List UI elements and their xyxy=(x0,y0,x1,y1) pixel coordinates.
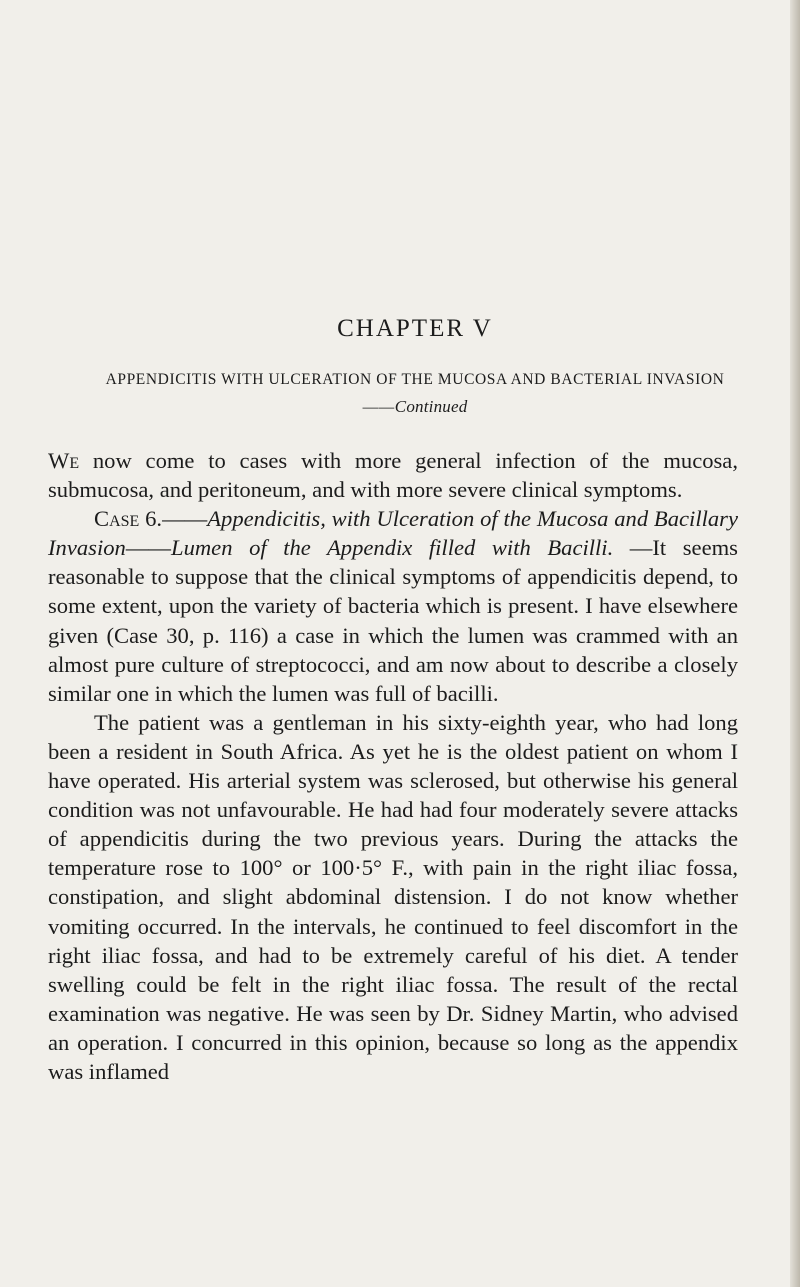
case-dash-1: —— xyxy=(162,506,208,532)
paragraph-intro xyxy=(48,446,738,504)
paragraph-case6 xyxy=(48,504,738,708)
chapter-title: CHAPTER V xyxy=(337,315,493,342)
case-heading: Appendicitis, with Ulceration of the Mucosa and Bacillary Invasion xyxy=(48,506,739,561)
case6-text: —It seems reasonable to suppose that the clinical symptoms of appendicitis depend, to some extent, upon the variety of bacteria which is present. I have elsewhere given (Case 30, p. 116) a case in which the lumen was crammed with an almost pure culture of streptococci, and am now about to describe a closely similar one in which the lumen was full of bacilli. xyxy=(48,535,738,706)
intro-text: now come to cases with more general infection of the mucosa, submucosa, and peritoneum, and with more severe clinical symptoms. xyxy=(48,448,738,503)
page-edge xyxy=(790,0,800,1287)
case-heading-2: Lumen of the Appendix filled with Bacilli. xyxy=(171,535,614,561)
case-label: Case 6. xyxy=(94,506,163,532)
paragraph-patient: The patient was a gentleman in his sixty-eighth year, who had long been a resident in South Africa. As yet he is the oldest patient on whom I have operated. His arterial system was sclerosed, but otherwise his general condition was not unfavourable. He had had four moderately severe attacks of appendicitis during the two previous years. During the attacks the temperature rose to 100° or 100·5° F., with pain in the right iliac fossa, constipation, and slight abdominal distension. I do not know whether vomiting occurred. In the intervals, he continued to feel discomfort in the right iliac fossa, and had to be extremely careful of his diet. A tender swelling could be felt in the right iliac fossa. The result of the rectal examination was negative. He was seen by Dr. Sidney Martin, who advised an operation. I concurred in this opinion, because so long as the appendix was inflamed xyxy=(48,709,738,1084)
chapter-subtitle xyxy=(105,366,725,421)
case-dash-2: —— xyxy=(125,535,171,561)
subtitle-main: APPENDICITIS WITH ULCERATION OF THE MUCOSA AND BACTERIAL INVASION xyxy=(105,371,725,388)
subtitle-continued: Continued xyxy=(394,397,468,416)
intro-lead-word: We xyxy=(48,448,80,473)
body-text xyxy=(48,446,738,1086)
subtitle-dash: —— xyxy=(362,399,395,416)
